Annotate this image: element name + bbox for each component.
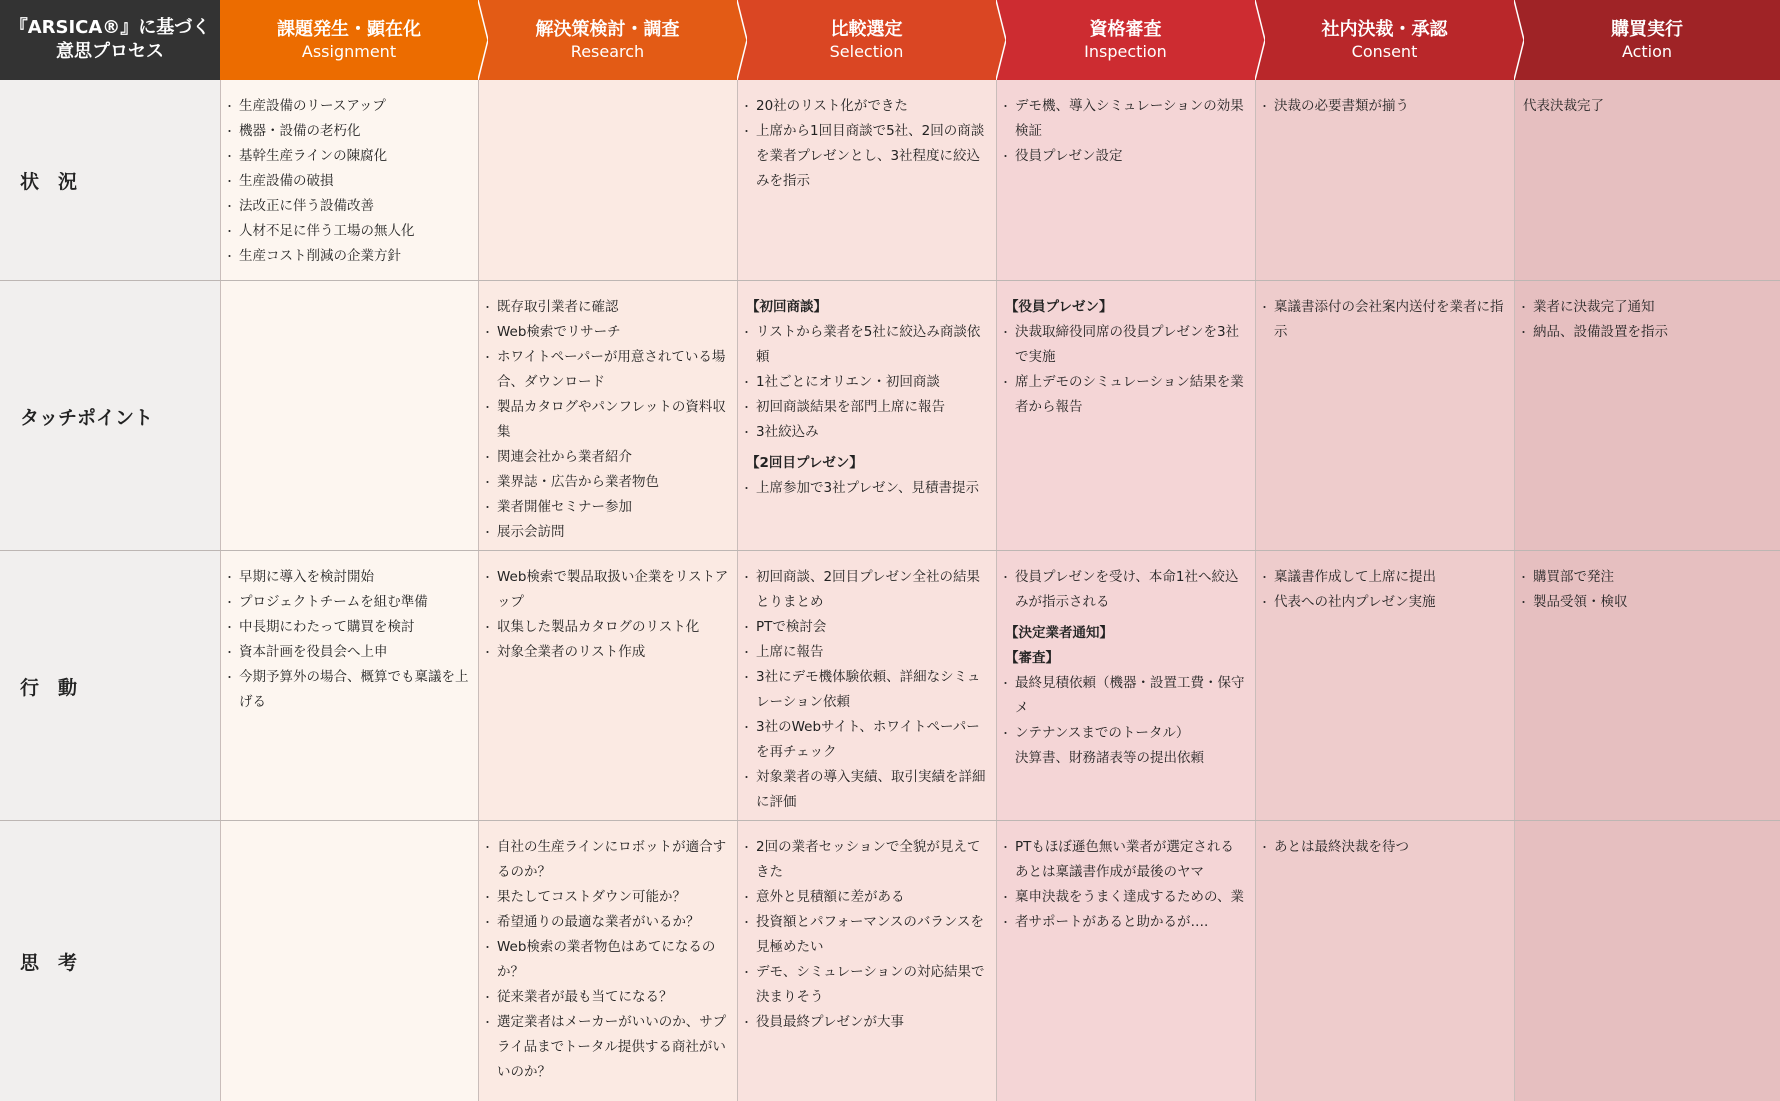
- list-item: ・ 果たしてコストダウン可能か？: [487, 885, 729, 910]
- stage-jp-label: 資格審査: [1089, 19, 1162, 40]
- list-item: ・ 関連会社から業者紹介: [487, 445, 729, 470]
- list-item: ・ 2回の業者セッションで全貌が見えてきた: [746, 835, 988, 885]
- list-item: ・ 上席に報告: [746, 640, 988, 665]
- table-cell: [220, 281, 478, 551]
- stage-header-consent: [1255, 0, 1514, 80]
- list-item: ・ 希望通りの最適な業者がいるか？: [487, 910, 729, 935]
- list-item: ・ ンテナンスまでのトータル）: [1005, 721, 1247, 746]
- list-item: ・ プロジェクトチームを組む準備: [229, 590, 470, 615]
- stage-en-label: Selection: [829, 42, 904, 61]
- table-row: [0, 80, 1780, 280]
- list-item: ・ あとは最終決裁を待つ: [1264, 835, 1506, 860]
- list-item: ・ 者サポートがあると助かるが….: [1005, 910, 1247, 935]
- list-item: ・ 早期に導入を検討開始: [229, 565, 470, 590]
- list-item: ・ 展示会訪問: [487, 520, 729, 545]
- stage-en-label: Research: [570, 42, 645, 61]
- section-heading: 【初回商談】: [746, 299, 827, 315]
- header-row: [0, 0, 1780, 80]
- table-cell: [220, 821, 478, 1101]
- stage-jp-label: 解決策検討・調査: [535, 19, 680, 40]
- table-cell: [478, 80, 737, 280]
- table-title-line1: 『ARSICA®』に基づく: [9, 17, 211, 38]
- stage-header-selection: [737, 0, 996, 80]
- chevron-arrow-icon: [478, 0, 488, 80]
- bullet-list: [746, 476, 988, 501]
- list-item: ・ 業界誌・広告から業者物色: [487, 470, 729, 495]
- list-item: ・ デモ、シミュレーションの対応結果で決まりそう: [746, 960, 988, 1010]
- list-item: ・ 初回商談、2回目プレゼン全社の結果とりまとめ: [746, 565, 988, 615]
- list-item: ・ Web検索で製品取扱い企業をリストアップ: [487, 565, 729, 615]
- list-item: ・ 対象全業者のリスト作成: [487, 640, 729, 665]
- list-item: ・ Web検索でリサーチ: [487, 320, 729, 345]
- table-cell: [1255, 551, 1514, 821]
- section-heading: 【2回目プレゼン】: [746, 455, 863, 471]
- table-cell: [996, 281, 1255, 551]
- list-item: ・ 生産コスト削減の企業方針: [229, 244, 470, 269]
- bullet-list: [1005, 94, 1247, 169]
- list-item: ・ ホワイトペーパーが用意されている場合、ダウンロード: [487, 345, 729, 395]
- bullet-list: [746, 565, 988, 815]
- list-item: ・ 生産設備のリースアップ: [229, 94, 470, 119]
- section-heading: 【役員プレゼン】: [1005, 299, 1113, 315]
- chevron-arrow-icon: [737, 0, 747, 80]
- list-item: ・ 製品カタログやパンフレットの資料収集: [487, 395, 729, 445]
- list-item: ・ 資本計画を役員会へ上申: [229, 640, 470, 665]
- list-item: ・ 意外と見積額に差がある: [746, 885, 988, 910]
- list-item: ・ 人材不足に伴う工場の無人化: [229, 219, 470, 244]
- row-label: タッチポイント: [0, 281, 220, 551]
- list-item: ・ 席上デモのシミュレーション結果を業者から報告: [1005, 370, 1247, 420]
- list-item: ・ リストから業者を5社に絞込み商談依頼: [746, 320, 988, 370]
- table-cell: [737, 821, 996, 1101]
- chevron-arrow-icon: [1514, 0, 1524, 80]
- list-item: ・ 3社のWebサイト、ホワイトペーパーを再チェック: [746, 715, 988, 765]
- bullet-list: [487, 295, 729, 545]
- list-item: ・ 役員最終プレゼンが大事: [746, 1010, 988, 1035]
- list-item: ・ PTもほぼ遜色無い業者が選定されるあとは稟議書作成が最後のヤマ: [1005, 835, 1247, 885]
- stage-en-label: Consent: [1351, 42, 1418, 61]
- list-item: ・ 収集した製品カタログのリスト化: [487, 615, 729, 640]
- table-cell: [478, 281, 737, 551]
- bullet-list: [1523, 565, 1772, 615]
- chevron-arrow-icon: [1255, 0, 1265, 80]
- bullet-list: [746, 320, 988, 445]
- stage-jp-label: 社内決裁・承認: [1321, 19, 1448, 40]
- bullet-list: [1264, 295, 1506, 345]
- list-item: ・ 初回商談結果を部門上席に報告: [746, 395, 988, 420]
- list-item: ・ PTで検討会: [746, 615, 988, 640]
- list-item: ・ 基幹生産ラインの陳腐化: [229, 144, 470, 169]
- stage-header-inspection: [996, 0, 1255, 80]
- table-cell: [737, 281, 996, 551]
- stage-jp-label: 課題発生・顕在化: [277, 19, 421, 40]
- list-item: ・ 上席参加で3社プレゼン、見積書提示: [746, 476, 988, 501]
- bullet-list: [229, 94, 470, 269]
- table-cell: [996, 821, 1255, 1101]
- row-label: 行 動: [0, 551, 220, 821]
- bullet-list: [229, 565, 470, 715]
- table-row: [0, 280, 1780, 551]
- stage-jp-label: 購買実行: [1611, 19, 1683, 40]
- list-item: ・ 役員プレゼン設定: [1005, 144, 1247, 169]
- list-item: ・ Web検索の業者物色はあてになるのか？: [487, 935, 729, 985]
- list-item: ・ 稟議書作成して上席に提出: [1264, 565, 1506, 590]
- list-item: ・ 業者に決裁完了通知: [1523, 295, 1772, 320]
- list-item: ・ 業者開催セミナー参加: [487, 495, 729, 520]
- stage-en-label: Action: [1621, 42, 1673, 61]
- table-cell: [1514, 80, 1780, 280]
- section-heading: 【審査】: [1005, 650, 1059, 666]
- list-item: ・ 中長期にわたって購買を検討: [229, 615, 470, 640]
- table-cell: [1514, 281, 1780, 551]
- row-label: 状 況: [0, 80, 220, 280]
- list-item: ・ 製品受領・検収: [1523, 590, 1772, 615]
- table-cell: [478, 821, 737, 1101]
- list-item: ・ 従来業者が最も当てになる？: [487, 985, 729, 1010]
- table-cell: [1255, 821, 1514, 1101]
- chevron-arrow-icon: [996, 0, 1006, 80]
- bullet-list: [487, 565, 729, 665]
- row-label: 思 考: [0, 821, 220, 1101]
- list-item: ・ 生産設備の破損: [229, 169, 470, 194]
- list-item: ・ 3社絞込み: [746, 420, 988, 445]
- list-item: ・ 上席から1回目商談で5社、2回の商談を業者プレゼンとし、3社程度に絞込みを指示: [746, 119, 988, 194]
- table-cell: [220, 80, 478, 280]
- list-item: ・ 最終見積依頼（機器・設置工費・保守メ: [1005, 671, 1247, 721]
- list-item: ・ 対象業者の導入実績、取引実績を詳細に評価: [746, 765, 988, 815]
- bullet-list: [1005, 671, 1247, 746]
- stage-en-label: Inspection: [1084, 42, 1167, 61]
- table-cell: [1255, 281, 1514, 551]
- list-item: ・ 法改正に伴う設備改善: [229, 194, 470, 219]
- section-heading: 【決定業者通知】: [1005, 625, 1113, 641]
- stage-header-action: [1514, 0, 1780, 80]
- process-grid: [0, 80, 1780, 1100]
- bullet-list: [487, 835, 729, 1085]
- stage-jp-label: 比較選定: [830, 19, 903, 40]
- stage-header-assignment: [220, 0, 478, 80]
- list-item: ・ 稟議書添付の会社案内送付を業者に指示: [1264, 295, 1506, 345]
- table-row: [0, 550, 1780, 821]
- bullet-list: [746, 835, 988, 1035]
- list-item: ・ 今期予算外の場合、概算でも稟議を上げる: [229, 665, 470, 715]
- bullet-list: [1005, 565, 1247, 615]
- table-cell: [996, 551, 1255, 821]
- list-item: ・ 自社の生産ラインにロボットが適合するのか？: [487, 835, 729, 885]
- list-item: ・ 3社にデモ機体験依頼、詳細なシミュレーション依頼: [746, 665, 988, 715]
- table-row: [0, 820, 1780, 1101]
- bullet-list: [1005, 835, 1247, 935]
- list-item: ・ 役員プレゼンを受け、本命1社へ絞込みが指示される: [1005, 565, 1247, 615]
- table-title: [0, 0, 220, 80]
- table-cell: [1514, 821, 1780, 1101]
- list-item: ・ 1社ごとにオリエン・初回商談: [746, 370, 988, 395]
- bullet-list: [1264, 565, 1506, 615]
- table-cell: [1514, 551, 1780, 821]
- list-item: ・ 決裁取締役同席の役員プレゼンを3社で実施: [1005, 320, 1247, 370]
- list-item: ・ デモ機、導入シミュレーションの効果検証: [1005, 94, 1247, 144]
- table-cell: [737, 551, 996, 821]
- table-cell: [737, 80, 996, 280]
- list-item: ・ 機器・設備の老朽化: [229, 119, 470, 144]
- bullet-list: [1005, 320, 1247, 420]
- stage-en-label: Assignment: [301, 42, 397, 61]
- table-cell: [220, 551, 478, 821]
- list-item: ・ 既存取引業者に確認: [487, 295, 729, 320]
- stage-header-research: [478, 0, 737, 80]
- list-item: ・ 選定業者はメーカーがいいのか、サプライ品までトータル提供する商社がいいのか？: [487, 1010, 729, 1085]
- bullet-list: [1264, 94, 1506, 119]
- list-item: ・ 代表への社内プレゼン実施: [1264, 590, 1506, 615]
- bullet-list: [746, 94, 988, 194]
- bullet-list: [1264, 835, 1506, 860]
- list-item: ・ 納品、設備設置を指示: [1523, 320, 1772, 345]
- list-item: ・ 稟申決裁をうまく達成するための、業: [1005, 885, 1247, 910]
- cell-text: 決算書、財務諸表等の提出依頼: [1015, 750, 1204, 766]
- bullet-list: [1523, 295, 1772, 345]
- list-item: ・ 投資額とパフォーマンスのバランスを見極めたい: [746, 910, 988, 960]
- table-cell: [1255, 80, 1514, 280]
- table-cell: [996, 80, 1255, 280]
- list-item: ・ 決裁の必要書類が揃う: [1264, 94, 1506, 119]
- list-item: ・ 20社のリスト化ができた: [746, 94, 988, 119]
- table-title-line2: 意思プロセス: [56, 41, 164, 62]
- cell-text: 代表決裁完了: [1523, 98, 1604, 114]
- table-cell: [478, 551, 737, 821]
- list-item: ・ 購買部で発注: [1523, 565, 1772, 590]
